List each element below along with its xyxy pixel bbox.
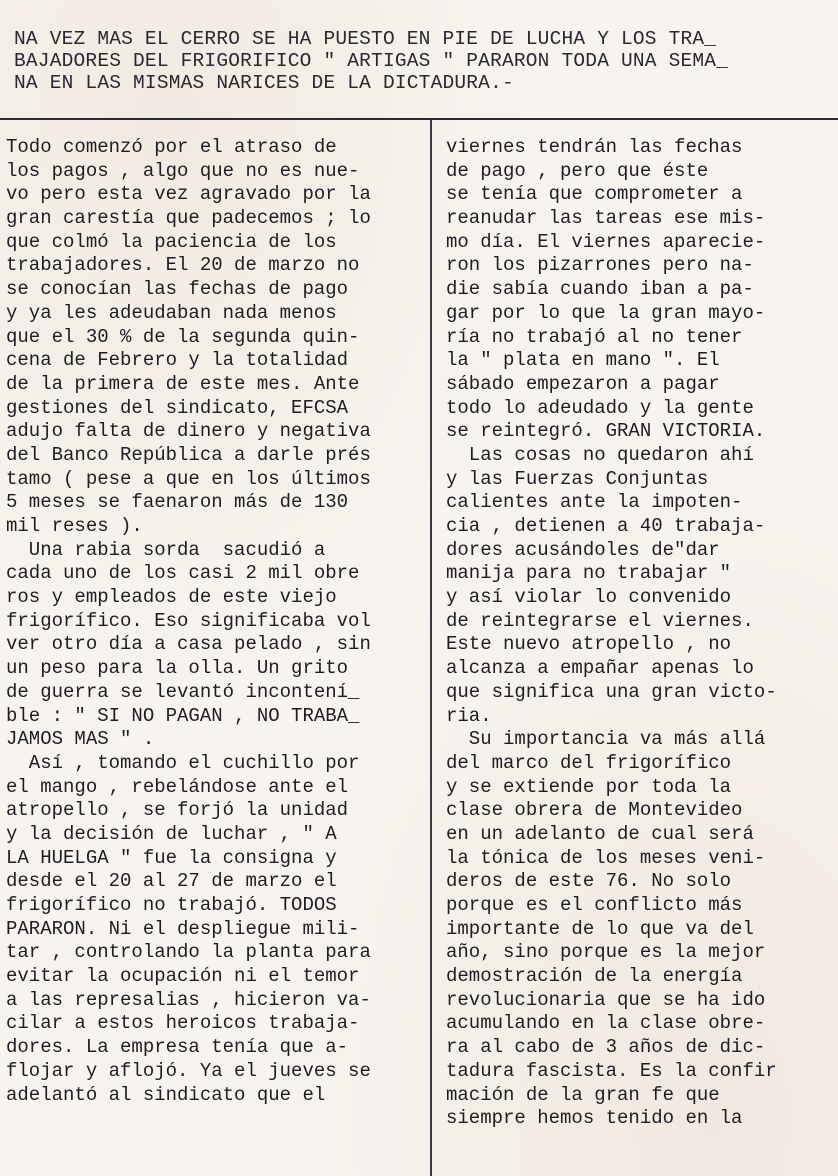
left-column (6, 136, 424, 1107)
text-line: dores. La empresa tenía que a- (6, 1036, 349, 1059)
text-line: la tónica de los meses veni- (446, 846, 766, 869)
right-column (446, 136, 836, 1131)
text-line: PARARON. Ni el despliegue mili- (6, 917, 360, 940)
text-line: frigorífico. Eso significaba vol (6, 609, 371, 632)
text-line: que significa una gran victo- (446, 680, 777, 703)
text-line: y las Fuerzas Conjuntas (446, 467, 709, 490)
text-line: LA HUELGA " fue la consigna y (6, 846, 337, 869)
text-line: la " plata en mano ". El (446, 349, 720, 372)
text-line: frigorífico no trabajó. TODOS (6, 894, 337, 916)
text-line: die sabía cuando iban a pa- (446, 278, 754, 301)
text-line: de pago , pero que éste (446, 159, 709, 182)
horizontal-rule (0, 118, 838, 120)
text-line: vo pero esta vez agravado por la (6, 183, 371, 206)
text-line: sábado empezaron a pagar (446, 372, 720, 395)
text-line: atropello , se forjó la unidad (6, 799, 349, 822)
text-line: tar , controlando la planta para (6, 941, 371, 964)
text-line: calientes ante la impoten- (446, 491, 743, 514)
column-divider (430, 120, 432, 1176)
text-line: Su importancia va más allá (446, 728, 766, 751)
text-line: evitar la ocupación ni el temor (6, 965, 360, 988)
text-line: y así violar lo convenido (446, 586, 732, 609)
text-line: en un adelanto de cual será (446, 822, 754, 845)
text-line: adelantó al sindicato que el (6, 1083, 326, 1106)
text-line: trabajadores. El 20 de marzo no (6, 254, 360, 277)
text-line: y se extiende por toda la (446, 775, 732, 798)
text-line: clase obrera de Montevideo (446, 799, 743, 822)
text-line: el mango , rebelándose ante el (6, 775, 349, 798)
text-line: importante de lo que va del (446, 917, 754, 940)
text-line: desde el 20 al 27 de marzo el (6, 870, 337, 893)
headline (14, 28, 814, 94)
headline-line: NA EN LAS MISMAS NARICES DE LA DICTADURA.- (14, 72, 514, 94)
text-line: tamo ( pese a que en los últimos (6, 467, 371, 490)
text-line: mación de la gran fe que (446, 1083, 720, 1106)
text-line: siempre hemos tenido en la (446, 1107, 743, 1130)
text-line: ría no trabajó al no tener (446, 325, 743, 348)
text-line: Este nuevo atropello , no (446, 633, 732, 656)
text-line: revolucionaria que se ha ido (446, 988, 766, 1011)
text-line: 5 meses se faenaron más de 130 (6, 491, 349, 514)
headline-line: NA VEZ MAS EL CERRO SE HA PUESTO EN PIE DE LUCHA Y LOS TRA_ (14, 28, 717, 50)
text-line: Así , tomando el cuchillo por (6, 751, 360, 774)
text-line: gestiones del sindicato, EFCSA (6, 396, 349, 419)
text-line: se conocían las fechas de pago (6, 278, 349, 301)
text-line: manija para no trabajar " (446, 562, 732, 585)
text-line: Una rabia sorda sacudió a (6, 538, 326, 561)
text-line: mo día. El viernes aparecie- (446, 230, 766, 253)
text-line: flojar y aflojó. Ya el jueves se (6, 1059, 371, 1082)
text-line: reanudar las tareas ese mis- (446, 207, 766, 230)
text-line: alcanza a empañar apenas lo (446, 657, 754, 680)
text-line: viernes tendrán las fechas (446, 136, 743, 158)
text-line: a las represalias , hicieron va- (6, 988, 371, 1011)
text-line: se reintegró. GRAN VICTORIA. (446, 420, 766, 443)
headline-line: BAJADORES DEL FRIGORIFICO " ARTIGAS " PARARON TODA UNA SEMA_ (14, 50, 729, 72)
text-line: se tenía que comprometer a (446, 183, 743, 206)
text-line: cena de Febrero y la totalidad (6, 349, 349, 372)
text-line: y la decisión de luchar , " A (6, 822, 337, 845)
text-line: tadura fascista. Es la confir (446, 1059, 777, 1082)
text-line: del Banco República a darle prés (6, 443, 371, 466)
text-line: cada uno de los casi 2 mil obre (6, 562, 360, 585)
text-line: cia , detienen a 40 trabaja- (446, 515, 766, 537)
text-line: año, sino porque es la mejor (446, 941, 766, 964)
text-line: adujo falta de dinero y negativa (6, 420, 371, 443)
text-line: y ya les adeudaban nada menos (6, 301, 337, 324)
text-line: ble : " SI NO PAGAN , NO TRABA_ (6, 704, 360, 727)
text-line: de reintegrarse el viernes. (446, 609, 754, 632)
text-line: que el 30 % de la segunda quin- (6, 325, 360, 348)
text-line: ros y empleados de este viejo (6, 586, 337, 609)
text-line: ria. (446, 704, 492, 727)
text-line: ver otro día a casa pelado , sin (6, 633, 371, 656)
text-line: deros de este 76. No solo (446, 870, 732, 893)
text-line: demostración de la energía (446, 965, 743, 988)
text-line: gran carestía que padecemos ; lo (6, 207, 371, 230)
text-line: mil reses ). (6, 515, 143, 537)
text-line: porque es el conflicto más (446, 894, 743, 916)
text-line: ra al cabo de 3 años de dic- (446, 1036, 766, 1059)
text-line: acumulando en la clase obre- (446, 1012, 766, 1035)
text-line: gar por lo que la gran mayo- (446, 301, 766, 324)
text-line: un peso para la olla. Un grito (6, 657, 349, 680)
text-line: dores acusándoles de"dar (446, 538, 720, 561)
text-line: los pagos , algo que no es nue- (6, 159, 360, 182)
text-line: Todo comenzó por el atraso de (6, 136, 337, 158)
text-line: de guerra se levantó incontení_ (6, 680, 360, 703)
text-line: que colmó la paciencia de los (6, 230, 337, 253)
text-line: Las cosas no quedaron ahí (446, 443, 754, 466)
text-line: cilar a estos heroicos trabaja- (6, 1012, 360, 1035)
text-line: del marco del frigorífico (446, 751, 732, 774)
text-line: todo lo adeudado y la gente (446, 396, 754, 419)
text-line: ron los pizarrones pero na- (446, 254, 754, 277)
text-line: JAMOS MAS " . (6, 728, 155, 751)
text-line: de la primera de este mes. Ante (6, 372, 360, 395)
